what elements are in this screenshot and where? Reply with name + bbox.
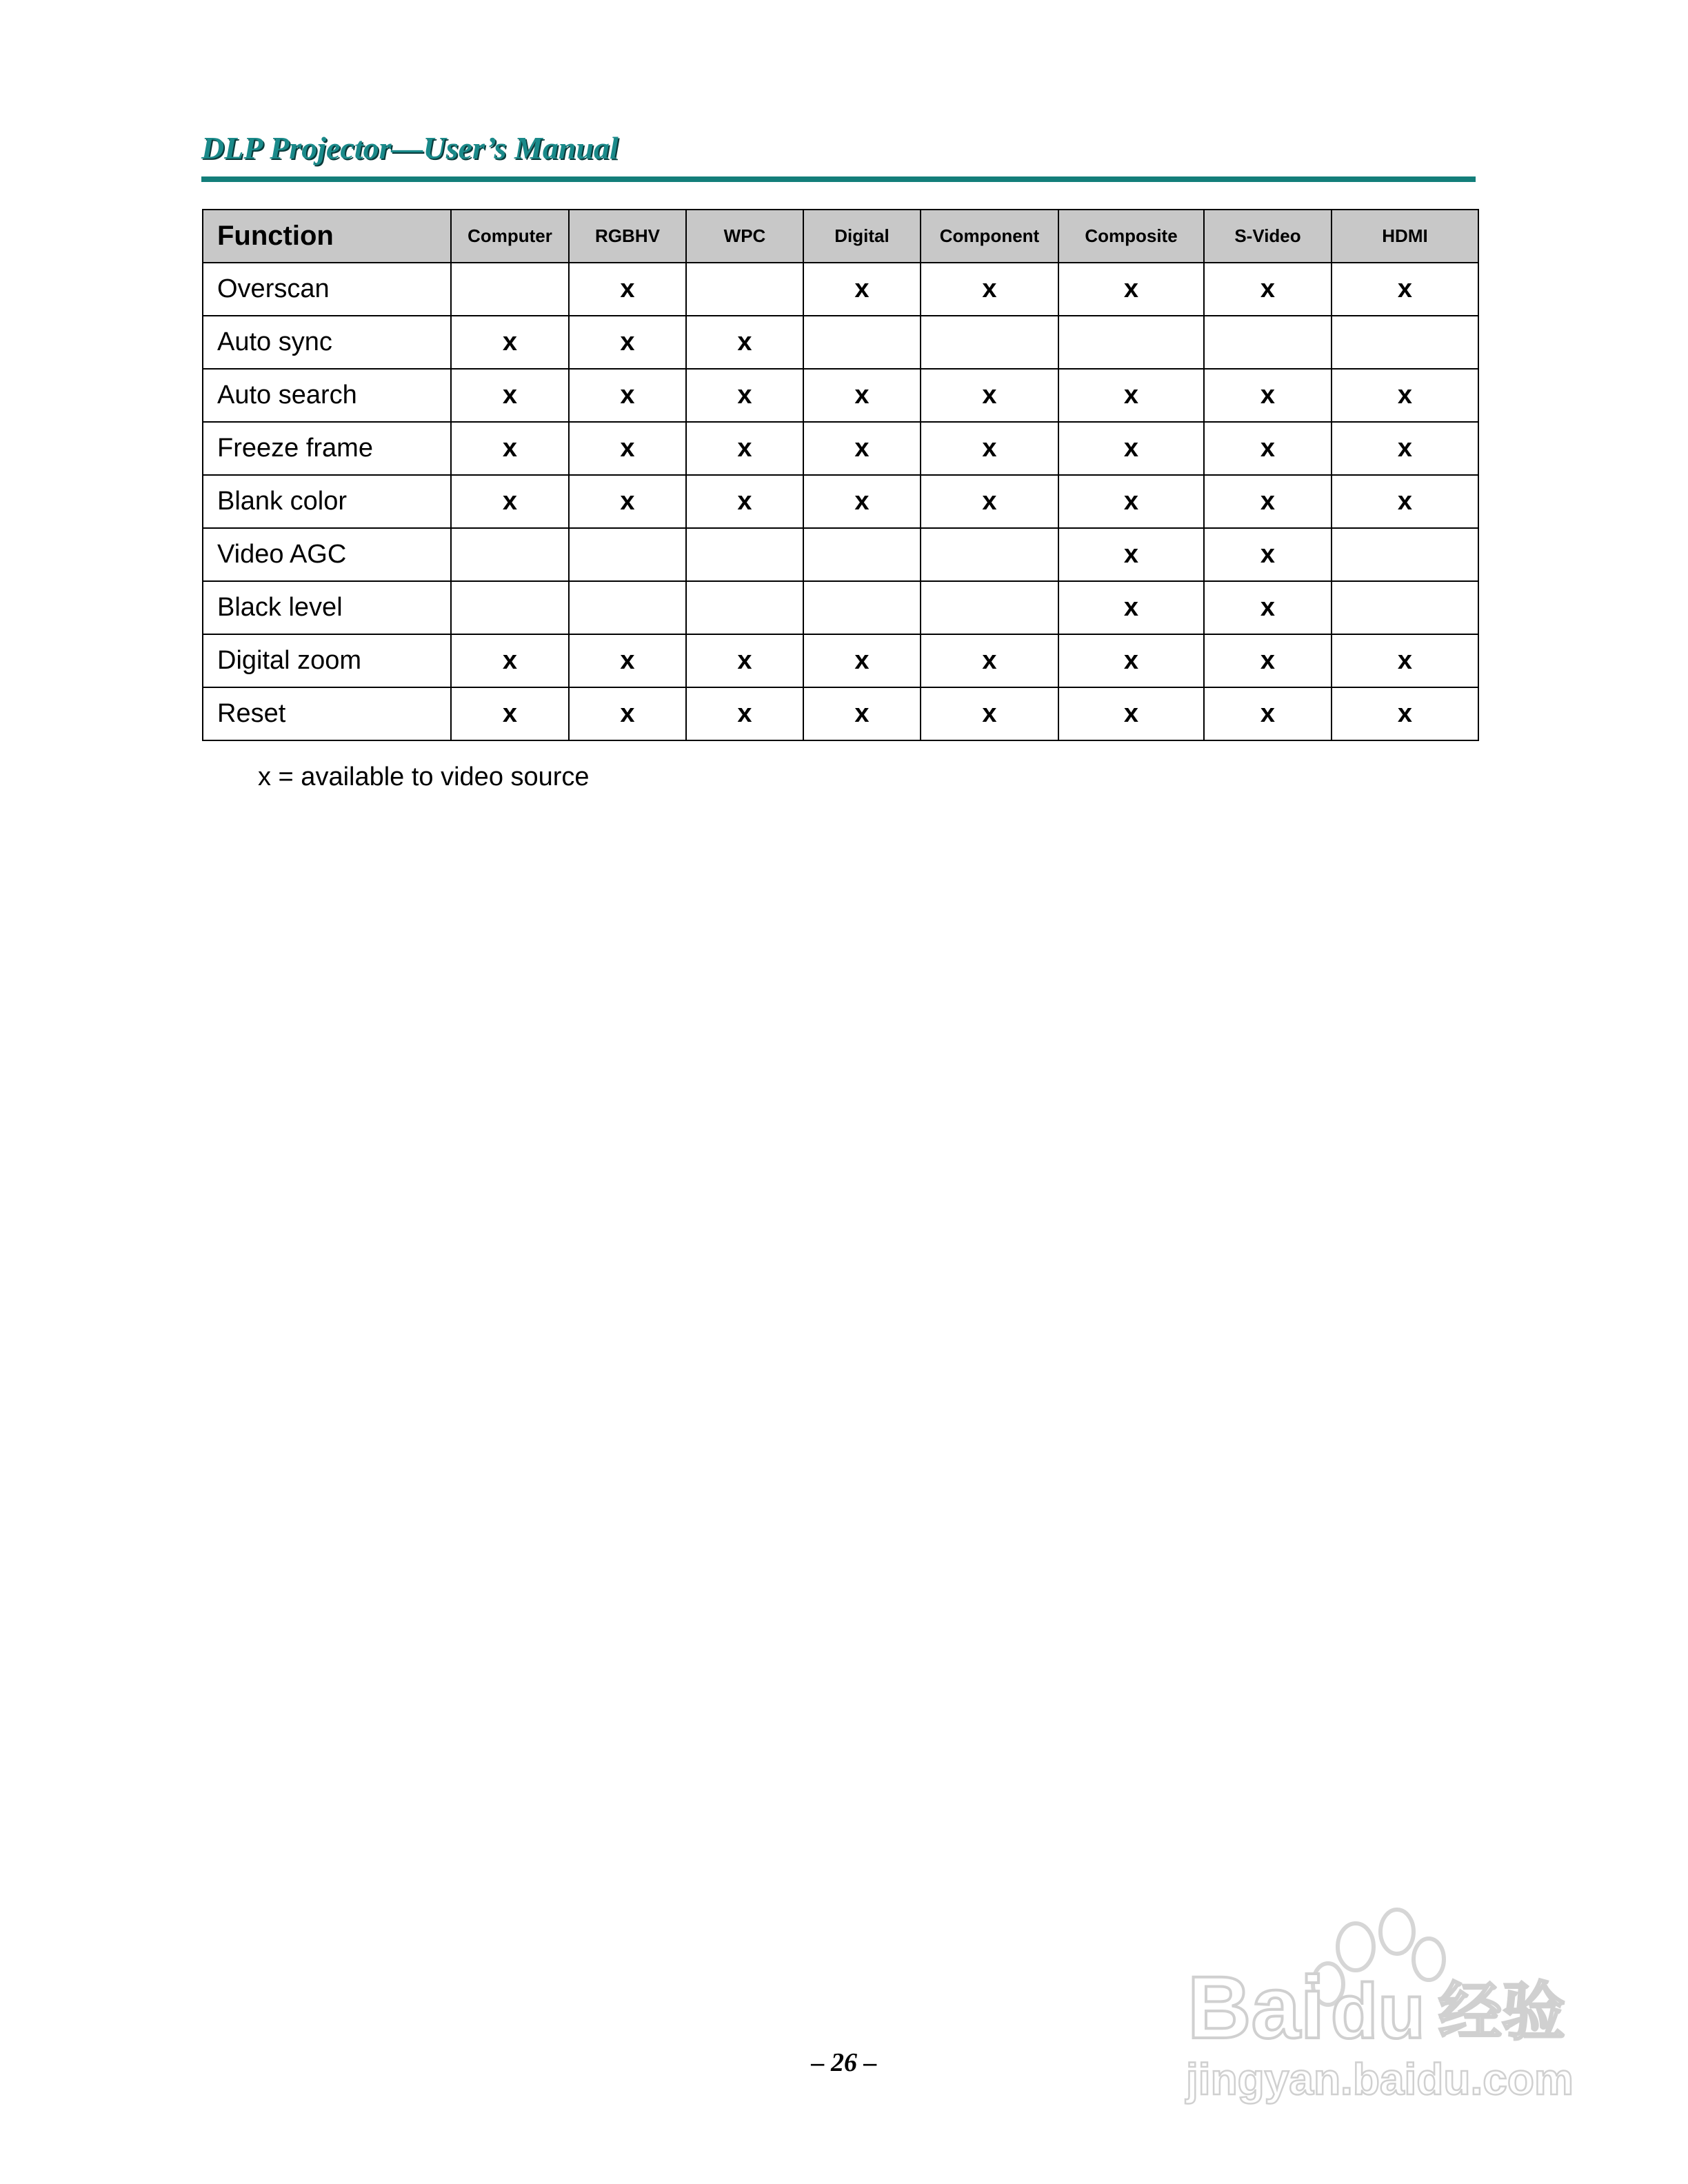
availability-cell: x	[921, 634, 1058, 687]
availability-cell: x	[451, 422, 569, 475]
availability-cell: x	[569, 422, 686, 475]
availability-cell: x	[803, 475, 921, 528]
availability-cell	[1332, 528, 1478, 581]
availability-cell: x	[1204, 422, 1332, 475]
availability-cell: x	[921, 687, 1058, 740]
availability-cell	[803, 316, 921, 369]
availability-cell: x	[569, 263, 686, 316]
availability-cell: x	[1058, 422, 1204, 475]
availability-cell: x	[1204, 687, 1332, 740]
watermark-cjk-text: 经验	[1438, 1975, 1566, 2049]
availability-cell: x	[1204, 528, 1332, 581]
column-header: S-Video	[1204, 210, 1332, 263]
availability-cell: x	[921, 475, 1058, 528]
availability-cell: x	[686, 634, 803, 687]
availability-cell: x	[686, 687, 803, 740]
function-name-cell: Auto search	[203, 369, 451, 422]
availability-cell: x	[686, 475, 803, 528]
availability-cell	[1204, 316, 1332, 369]
document-header-title: DLP Projector—User’s Manual	[201, 130, 619, 165]
availability-cell	[686, 263, 803, 316]
watermark-brand-text-2: du	[1331, 1968, 1425, 2054]
table-row	[203, 581, 1478, 634]
table-row	[203, 475, 1478, 528]
table-row	[203, 634, 1478, 687]
table-header-row	[203, 210, 1478, 263]
table-header	[203, 210, 1478, 263]
table-row	[203, 263, 1478, 316]
availability-cell	[921, 316, 1058, 369]
function-availability-table	[202, 209, 1479, 741]
availability-cell: x	[686, 422, 803, 475]
table-row	[203, 422, 1478, 475]
availability-cell: x	[451, 687, 569, 740]
baidu-jingyan-watermark	[1183, 1907, 1583, 2107]
availability-cell	[1332, 581, 1478, 634]
availability-cell	[686, 581, 803, 634]
availability-cell: x	[1058, 581, 1204, 634]
availability-cell: x	[1204, 263, 1332, 316]
table-row	[203, 528, 1478, 581]
availability-cell: x	[803, 263, 921, 316]
availability-cell	[803, 528, 921, 581]
availability-cell: x	[1332, 687, 1478, 740]
availability-cell	[1058, 316, 1204, 369]
watermark-url-text: jingyan.baidu.com	[1186, 2054, 1574, 2104]
availability-cell: x	[1332, 475, 1478, 528]
availability-cell	[686, 528, 803, 581]
availability-cell: x	[686, 369, 803, 422]
table-row	[203, 687, 1478, 740]
availability-cell: x	[451, 369, 569, 422]
availability-cell: x	[1204, 581, 1332, 634]
availability-cell: x	[1332, 263, 1478, 316]
availability-cell: x	[1332, 422, 1478, 475]
availability-cell	[451, 263, 569, 316]
availability-cell: x	[921, 263, 1058, 316]
availability-cell	[921, 528, 1058, 581]
availability-cell: x	[1204, 475, 1332, 528]
function-name-cell: Black level	[203, 581, 451, 634]
availability-cell: x	[1058, 263, 1204, 316]
table-body	[203, 263, 1478, 740]
availability-cell: x	[1058, 369, 1204, 422]
availability-cell: x	[803, 634, 921, 687]
availability-cell: x	[569, 634, 686, 687]
function-name-cell: Digital zoom	[203, 634, 451, 687]
column-header: WPC	[686, 210, 803, 263]
availability-cell	[451, 528, 569, 581]
availability-cell: x	[569, 369, 686, 422]
availability-cell: x	[569, 687, 686, 740]
table-row	[203, 316, 1478, 369]
function-name-cell: Video AGC	[203, 528, 451, 581]
availability-cell: x	[1058, 634, 1204, 687]
availability-cell: x	[451, 634, 569, 687]
availability-cell: x	[569, 316, 686, 369]
availability-cell: x	[1058, 687, 1204, 740]
availability-cell: x	[1058, 475, 1204, 528]
availability-cell: x	[803, 687, 921, 740]
availability-cell: x	[803, 369, 921, 422]
availability-cell	[569, 581, 686, 634]
availability-cell: x	[686, 316, 803, 369]
column-header: HDMI	[1332, 210, 1478, 263]
column-header: Component	[921, 210, 1058, 263]
availability-cell	[921, 581, 1058, 634]
availability-cell: x	[1204, 369, 1332, 422]
availability-cell: x	[1204, 634, 1332, 687]
availability-cell: x	[1058, 528, 1204, 581]
availability-cell	[1332, 316, 1478, 369]
column-header-function: Function	[203, 210, 451, 263]
table-row	[203, 369, 1478, 422]
availability-cell: x	[451, 316, 569, 369]
column-header: Composite	[1058, 210, 1204, 263]
function-name-cell: Freeze frame	[203, 422, 451, 475]
column-header: RGBHV	[569, 210, 686, 263]
column-header: Computer	[451, 210, 569, 263]
column-header: Digital	[803, 210, 921, 263]
availability-cell	[451, 581, 569, 634]
watermark-brand-text: Bai	[1187, 1959, 1325, 2057]
availability-cell: x	[569, 475, 686, 528]
table-footnote: x = available to video source	[258, 762, 590, 791]
availability-cell	[803, 581, 921, 634]
availability-cell: x	[803, 422, 921, 475]
header-divider	[201, 176, 1476, 182]
availability-cell	[569, 528, 686, 581]
function-name-cell: Blank color	[203, 475, 451, 528]
availability-cell: x	[1332, 634, 1478, 687]
function-name-cell: Reset	[203, 687, 451, 740]
availability-cell: x	[921, 422, 1058, 475]
page-number: – 26 –	[811, 2048, 877, 2077]
availability-cell: x	[1332, 369, 1478, 422]
function-name-cell: Auto sync	[203, 316, 451, 369]
function-name-cell: Overscan	[203, 263, 451, 316]
availability-cell: x	[451, 475, 569, 528]
availability-cell: x	[921, 369, 1058, 422]
